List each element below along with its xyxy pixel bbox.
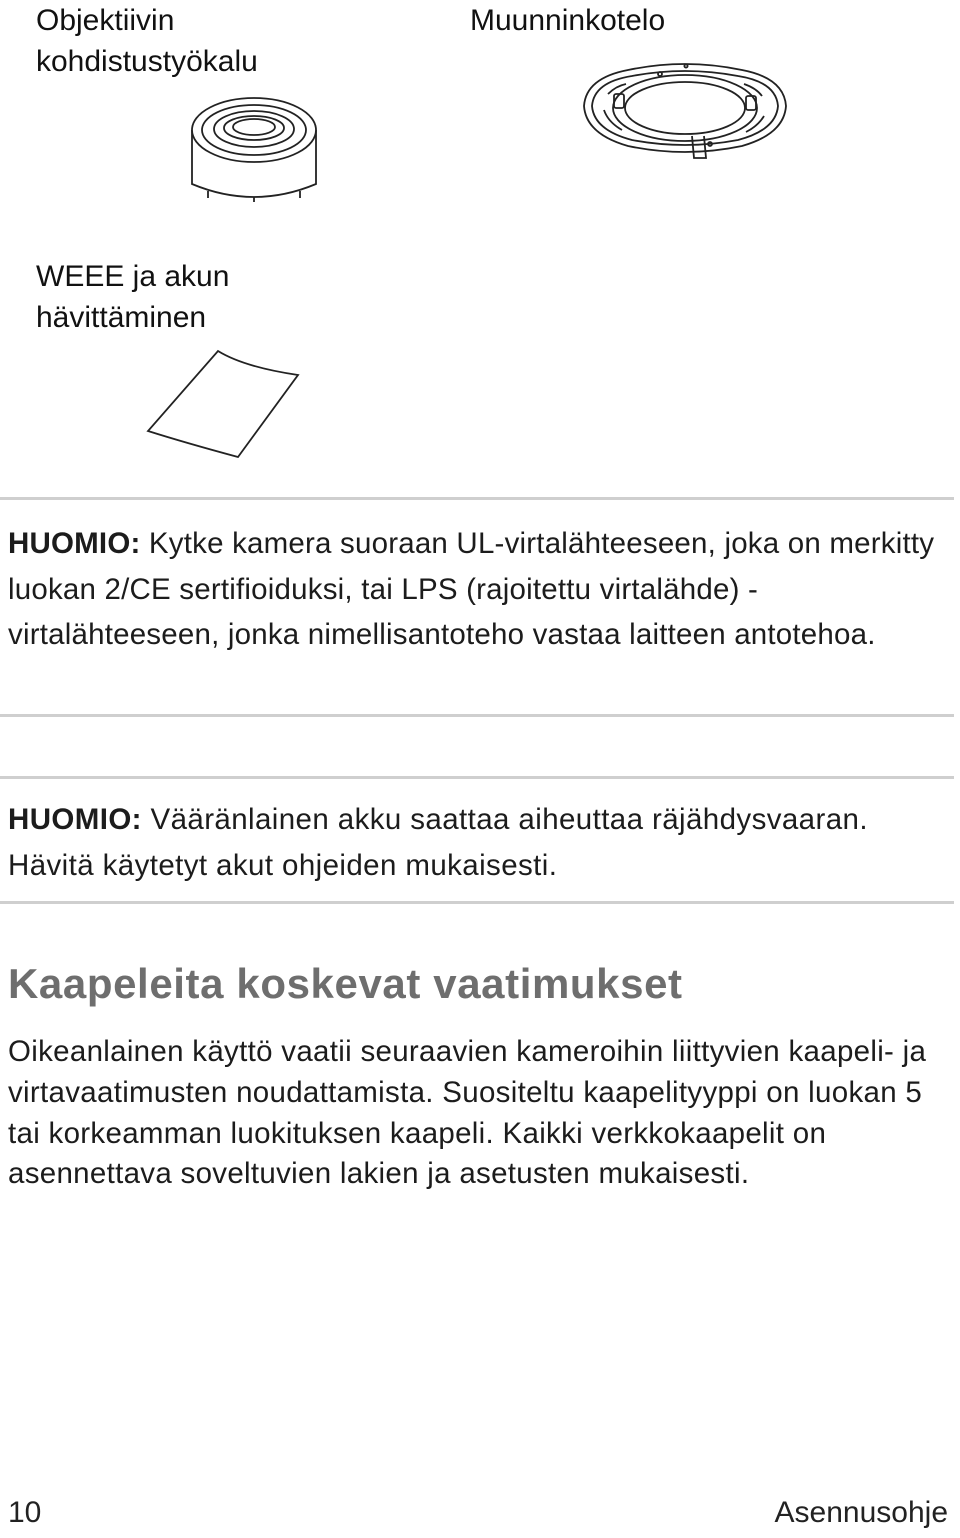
caution-keyword: HUOMIO: — [8, 803, 142, 836]
lens-alignment-tool-label: Objektiivin kohdistustyökalu — [36, 4, 258, 78]
caution-text: Kytke kamera suoraan UL-virtalähteeseen, joka on merkitty luokan 2/CE sertifioiduksi, tai LPS (rajoitettu virtalähde) -virtalähteeseen, jonka nimellisantoteho vastaa laitteen antotehoa. — [8, 527, 935, 651]
caution-keyword: HUOMIO: — [8, 527, 141, 560]
weee-document-sheet-illustration — [140, 345, 310, 461]
document-name: Asennusohje — [774, 1496, 948, 1529]
note1-bottom-rule — [0, 714, 954, 717]
note2-bottom-rule — [0, 901, 954, 904]
section-body-text: Oikeanlainen käyttö vaatii seuraavien kameroihin liittyvien kaapeli- ja virtavaatimusten noudattamista. Suositeltu kaapelityyppi on luokan 5 tai korkeamman luokituksen kaapeli. Kaikki verkkokaapelit on asennettava soveltuvien lakien ja asetusten mukaisesti. — [8, 1035, 927, 1191]
section-heading: Kaapeleita koskevat vaatimukset — [8, 960, 683, 1007]
weee-disposal-label: WEEE ja akun hävittäminen — [36, 260, 230, 334]
note1-top-rule — [0, 497, 954, 500]
note2-top-rule — [0, 776, 954, 779]
adapter-housing-label: Muunninkotelo — [470, 4, 666, 37]
page-number: 10 — [8, 1496, 42, 1529]
caution-note-battery — [8, 797, 953, 888]
lens-alignment-tool-illustration — [186, 92, 322, 204]
caution-note-power-supply — [8, 521, 953, 658]
adapter-housing-illustration — [578, 48, 792, 166]
caution-text: Vääränlainen akku saattaa aiheuttaa räjähdysvaaran. Hävitä käytetyt akut ohjeiden mukaisesti. — [8, 803, 868, 882]
